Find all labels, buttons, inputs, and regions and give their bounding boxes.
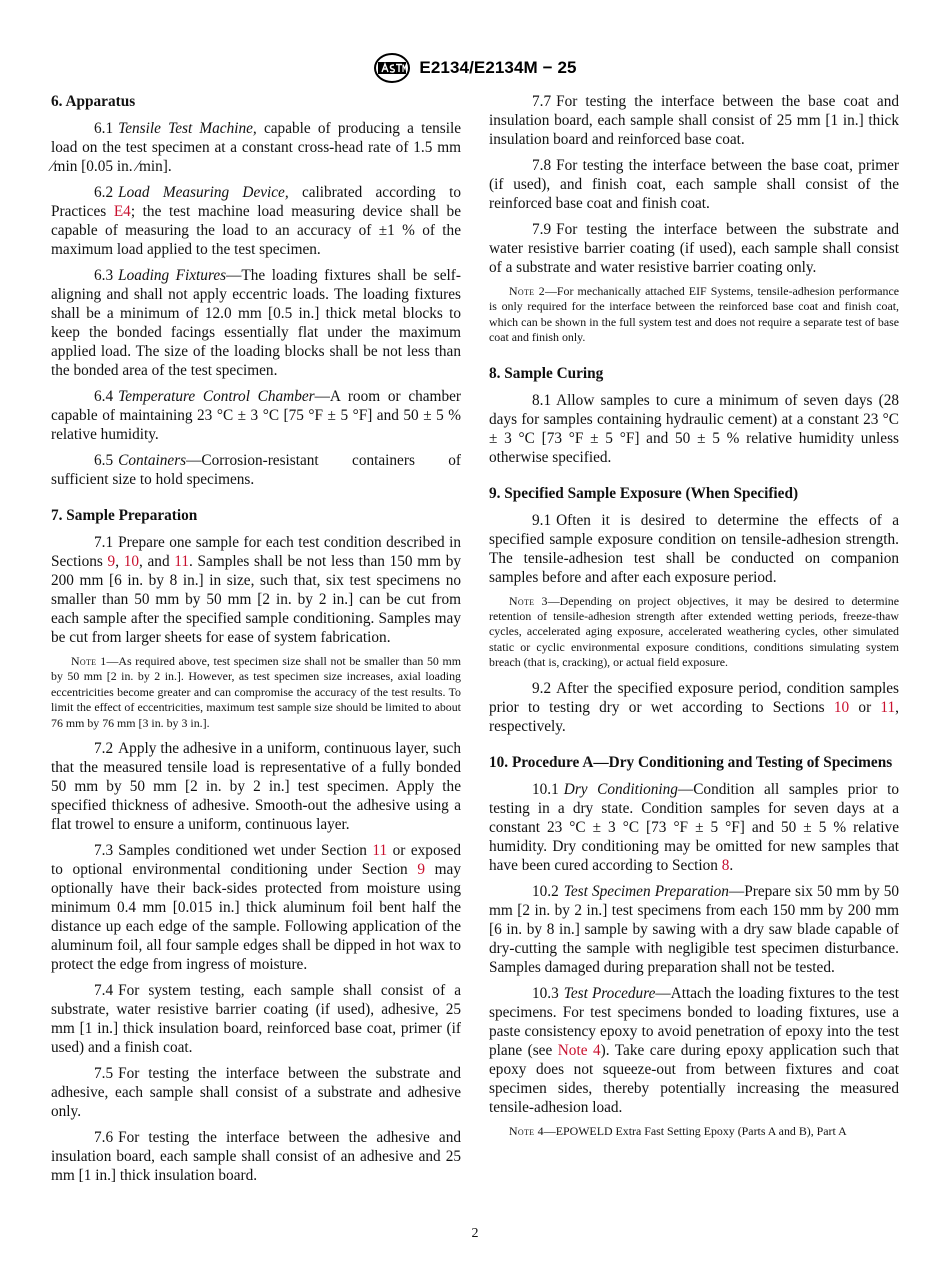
- paragraph-7-1: 7.1 Prepare one sample for each test condition described in Sections 9, 10, and 11. Samples shall be not less than 150 mm by 200 mm [6 in. by 8 in.] in size, such that, six test specimens no smaller than 50 mm by 50 mm [2 in. by 2 in.] can be cut from each sample after the specified sample conditioning. Samples may be cut from larger sheets for ease of system fabrication.: [51, 534, 462, 646]
- paragraph-7-5: 7.5 For testing the interface between the substrate and adhesive, each sample shall consist of a substrate and adhesive only.: [51, 1065, 461, 1121]
- section-7-heading: 7. Sample Preparation: [51, 507, 198, 524]
- paragraph-7-7: 7.7 For testing the interface between the base coat and insulation board, each sample shall consist of 25 mm [1 in.] thick insulation board and reinforced base coat.: [489, 93, 899, 148]
- paragraph-8-1: 8.1 Allow samples to cure a minimum of seven days (28 days for samples containing hydraulic cement) at a constant 23 °C ± 3 °C [73 °F ± 5 °F] and 50 ± 5 % relative humidity unless otherwise specified.: [489, 391, 899, 466]
- paragraph-6-1: 6.1 Tensile Test Machine, capable of producing a tensile load on the test specimen at a constant cross-head rate of 1.5 mm ⁄min [0.05 in. ⁄min].: [51, 120, 461, 175]
- ref-section-11-link[interactable]: 11: [880, 698, 896, 716]
- paragraph-9-2: 9.2 After the specified exposure period, condition samples prior to testing dry or wet according to Sections 10 or 11, respectively.: [489, 679, 899, 735]
- standard-designation: E2134/E2134M − 25: [419, 58, 577, 77]
- page-number: 2: [471, 1226, 479, 1241]
- ref-e4-link[interactable]: E4: [113, 203, 131, 220]
- paragraph-10-1: 10.1 Dry Conditioning—Condition all samples prior to testing in a dry state. Condition samples for seven days at a constant 23 °C ± 3 °C [73 °F ± 5 °F] and 50 ± 5 % relative humidity. Dry conditioning may be omitted for new samples that have been cured according to Section 8.: [489, 780, 900, 874]
- paragraph-9-1: 9.1 Often it is desired to determine the effects of a specified sample exposure condition on tensile-adhesion strength. The tensile-adhesion test shall be conducted on companion samples before and after each exposure period.: [489, 511, 899, 586]
- paragraph-7-4: 7.4 For system testing, each sample shall consist of a substrate, water resistive barrier coating (if used), adhesive, 25 mm [1 in.] thick insulation board, reinforced base coat, primer (if used) and a finish coat.: [51, 982, 461, 1057]
- ref-note-4-link[interactable]: Note 4: [557, 1041, 601, 1059]
- paragraph-6-3: 6.3 Loading Fixtures—The loading fixtures shall be self-aligning and shall not apply eccentric loads. The loading fixtures shall be a minimum of 12.0 mm [0.5 in.] thick metal blocks to keep the bonded facings essentially flat under the maximum applied load. The size of the loading blocks shall be not less than the bonded area of the test specimen.: [51, 267, 461, 379]
- note-2: Note 2—For mechanically attached EIF Systems, tensile-adhesion performance is only required for the interface between the reinforced base coat and finish coat, which can be shown in the full system test and does not require a separate test of base coat and finish only.: [489, 284, 899, 345]
- astm-logo-icon: [373, 52, 411, 84]
- section-9-heading: 9. Specified Sample Exposure (When Specified): [489, 484, 799, 502]
- note-4: Note 4—EPOWELD Extra Fast Setting Epoxy (Parts A and B), Part A: [509, 1123, 847, 1138]
- note-1: Note 1—As required above, test specimen size shall not be smaller than 50 mm by 50 mm [2 in. by 2 in.]. However, as test specimen size increases, axial loading eccentricities become greater and can compromise the accuracy of the test results. To limit the effect of eccentricities, maximum test sample size should be limited to about 76 mm by 76 mm [3 in. by 3 in.].: [51, 654, 461, 730]
- paragraph-10-3: 10.3 Test Procedure—Attach the loading fixtures to the test specimens. For test specimens bonded to loading fixtures, use a paste consistency epoxy to avoid penetration of epoxy into the test plane (see Note 4). Take care during epoxy application such that epoxy does not squeeze-out from between fixtures and coat specimen sides, thereby potentially increasing the measured tensile-adhesion load.: [489, 984, 899, 1116]
- ref-section-11-link[interactable]: 11: [372, 842, 388, 860]
- paragraph-6-4: 6.4 Temperature Control Chamber—A room or chamber capable of maintaining 23 °C ± 3 °C [75 °F ± 5 °F] and 50 ± 5 % relative humidity.: [51, 388, 461, 443]
- paragraph-10-2: 10.2 Test Specimen Preparation—Prepare six 50 mm by 50 mm [2 in. by 2 in.] test specimens from each 150 mm by 200 mm [6 in. by 8 in.] sample by sawing with a dry saw blade capable of dry-cutting the sample with negligible test specimen disturbance. Samples damaged during preparation shall not be tested.: [489, 882, 899, 976]
- note-3: Note 3—Depending on project objectives, it may be desired to determine retention of tensile-adhesion strength after extended wetting periods, freeze-thaw cycles, accelerated aging exposure, accelerated weathering cycles, other simulated static or cyclic environmental exposure conditions, conditions simulating system breach (that is, cracking), or actual field exposure.: [489, 593, 900, 670]
- right-column: [489, 92, 899, 1147]
- ref-section-9-link[interactable]: 9: [417, 861, 425, 879]
- paragraph-7-8: 7.8 For testing the interface between the base coat, primer (if used), and finish coat, each sample shall consist of the reinforced base coat and finish coat.: [489, 157, 899, 212]
- paragraph-7-9: 7.9 For testing the interface between the substrate and water resistive barrier coating (if used), each sample shall consist of a substrate and water resistive barrier coating only.: [489, 221, 899, 276]
- ref-section-9-link[interactable]: 9: [107, 553, 116, 570]
- left-column: [51, 92, 461, 1192]
- ref-section-10-link[interactable]: 10: [123, 553, 139, 570]
- paragraph-7-2: 7.2 Apply the adhesive in a uniform, continuous layer, such that the measured tensile load is representative of a fully bonded 50 mm by 50 mm [2 in. by 2 in.] test specimen. Apply the specified thickness of adhesive. Smooth-out the adhesive using a flat trowel to ensure a uniform, continuous layer.: [51, 740, 461, 834]
- ref-section-10-link[interactable]: 10: [833, 698, 850, 716]
- section-10-heading: 10. Procedure A—Dry Conditioning and Testing of Specimens: [489, 753, 893, 771]
- page-header: [0, 52, 950, 84]
- paragraph-7-3: 7.3 Samples conditioned wet under Section 11 or exposed to optional environmental conditioning under Section 9 may optionally have their back-sides protected from moisture using minimum 0.4 mm [0.015 in.] thick aluminum foil bent half the distance up each edge of the sample. Following application of the aluminum foil, all four sample edges shall be dipped in hot wax to protect the edge from ingress of moisture.: [51, 842, 461, 974]
- paragraph-6-2: 6.2 Load Measuring Device, calibrated according to Practices E4; the test machine load measuring device shall be capable of measuring the load to an accuracy of ±1 % of the maximum load applied to the test specimen.: [51, 184, 461, 258]
- section-6-heading: 6. Apparatus: [51, 93, 136, 110]
- section-8-heading: 8. Sample Curing: [489, 364, 604, 382]
- ref-section-11-link[interactable]: 11: [174, 553, 190, 570]
- paragraph-6-5: 6.5 Containers—Corrosion-resistant containers of sufficient size to hold specimens.: [51, 452, 461, 488]
- ref-section-8-link[interactable]: 8: [721, 856, 730, 874]
- paragraph-7-6: 7.6 For testing the interface between the adhesive and insulation board, each sample shall consist of an adhesive and 25 mm [1 in.] thick insulation board.: [51, 1129, 461, 1185]
